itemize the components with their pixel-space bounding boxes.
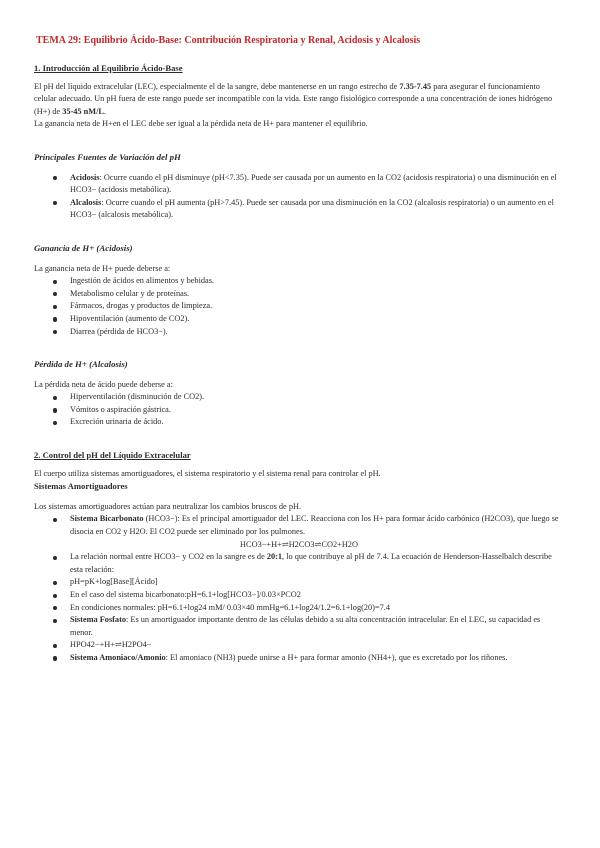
- list-item: Diarrea (pérdida de HCO3−).: [34, 326, 564, 339]
- intro-balance-paragraph: La ganancia neta de H+en el LEC debe ser igual a la pérdida neta de H+ para mantener el equilibrio.: [34, 119, 368, 129]
- bicarbonate-equation: HCO3−+H+⇌H2CO3⇌CO2+H2O: [240, 539, 358, 549]
- fuentes-heading: Principales Fuentes de Variación del pH: [34, 151, 181, 162]
- bullet-icon: [53, 619, 57, 623]
- bullet-icon: [53, 305, 57, 309]
- bullet-icon: [53, 396, 57, 400]
- list-item: Metabolismo celular y de proteínas.: [34, 288, 564, 301]
- list-item: Excreción urinaria de ácido.: [34, 416, 564, 429]
- amortiguadores-intro: Los sistemas amortiguadores actúan para neutralizar los cambios bruscos de pH.: [34, 501, 302, 511]
- bullet-icon: [53, 280, 57, 284]
- bullet-icon: [53, 317, 57, 321]
- list-item: Hipoventilación (aumento de CO2).: [34, 313, 564, 326]
- bullet-icon: [53, 594, 57, 598]
- list-item: Vómitos o aspiración gástrica.: [34, 404, 564, 417]
- section-2-heading: 2. Control del pH del Líquido Extracelular: [34, 450, 191, 461]
- list-item: pH=pK+log[Base][Ácido]: [34, 576, 564, 589]
- perdida-heading: Pérdida de H+ (Alcalosis): [34, 359, 128, 370]
- bullet-icon: [53, 644, 57, 648]
- bullet-icon: [53, 176, 57, 180]
- list-item: En condiciones normales: pH=6.1+log24 mM/ 0.03×40 mmHg=6.1+log24/1.2=6.1+log(20)=7.4: [34, 602, 564, 615]
- bullet-icon: [53, 201, 57, 205]
- list-item: Sistema Amoniaco/Amonio: El amoniaco (NH3) puede unirse a H+ para formar amonio (NH4+), que es excretado por los riñones.: [34, 652, 564, 665]
- section-1-heading: 1. Introducción al Equilibrio Ácido-Base: [34, 63, 183, 73]
- bullet-icon: [53, 606, 57, 610]
- list-item: Ingestión de ácidos en alimentos y bebidas.: [34, 275, 564, 288]
- fuentes-list: [34, 172, 564, 222]
- ganancia-list: [34, 275, 564, 338]
- list-item: En el caso del sistema bicarbonato:pH=6.1+log[HCO3−]/0.03×PCO2: [34, 589, 564, 602]
- page-content: [34, 34, 564, 665]
- bullet-icon: [53, 556, 57, 560]
- list-item: Fármacos, drogas y productos de limpieza.: [34, 300, 564, 313]
- list-item: Sistema Bicarbonato (HCO3−): Es el principal amortiguador del LEC. Reacciona con los H+ para formar ácido carbónico (H2CO3), que luego se disocia en CO2 y H2O. El CO2 puede ser eliminado por los pulmones.: [34, 513, 564, 538]
- list-item: La relación normal entre HCO3− y CO2 en la sangre es de 20:1, lo que contribuye al pH de 7.4. La ecuación de Henderson-Hasselbalch describe esta relación:: [34, 551, 564, 576]
- intro-paragraph: El pH del líquido extracelular (LEC), especialmente el de la sangre, debe mantenerse en un rango estrecho de 7.35-7.45 para asegurar el funcionamiento celular adecuado. Un pH fuera de este rango puede ser incompatible con la vida. Este rango fisiológico corresponde a una concentración de iones hidrógeno (H+) de 35-45 nM/L.: [34, 81, 553, 116]
- amortiguadores-list: [34, 513, 564, 664]
- bullet-icon: [53, 408, 57, 412]
- amortiguadores-heading: Sistemas Amortiguadores: [34, 481, 128, 492]
- list-item: Hiperventilación (disminución de CO2).: [34, 391, 564, 404]
- list-item: HPO42−+H+⇌H2PO4−: [34, 639, 564, 652]
- bullet-icon: [53, 292, 57, 296]
- perdida-list: [34, 391, 564, 429]
- bullet-icon: [53, 421, 57, 425]
- bullet-icon: [53, 581, 57, 585]
- document-title: TEMA 29: Equilibrio Ácido-Base: Contribución Respiratoria y Renal, Acidosis y Alcalosis: [36, 35, 421, 46]
- control-intro: El cuerpo utiliza sistemas amortiguadores, el sistema respiratorio y el sistema renal para controlar el pH.: [34, 468, 381, 478]
- ganancia-intro: La ganancia neta de H+ puede deberse a:: [34, 263, 171, 273]
- perdida-intro: La pérdida neta de ácido puede deberse a:: [34, 379, 173, 389]
- bullet-icon: [53, 518, 57, 522]
- ganancia-heading: Ganancia de H+ (Acidosis): [34, 242, 133, 253]
- list-item: Alcalosis: Ocurre cuando el pH aumenta (pH>7.45). Puede ser causada por una disminución en la CO2 (alcalosis respiratoria) o un aumento en el HCO3− (alcalosis metabólica).: [34, 197, 564, 222]
- bullet-icon: [53, 656, 57, 660]
- list-item: Sistema Fosfato: Es un amortiguador importante dentro de las células debido a su alta concentración intracelular. En el LEC, su capacidad es menor.: [34, 614, 564, 639]
- bullet-icon: [53, 330, 57, 334]
- list-item: Acidosis: Ocurre cuando el pH disminuye (pH<7.35). Puede ser causada por un aumento en la CO2 (acidosis respiratoria) o una disminución en el HCO3− (acidosis metabólica).: [34, 172, 564, 197]
